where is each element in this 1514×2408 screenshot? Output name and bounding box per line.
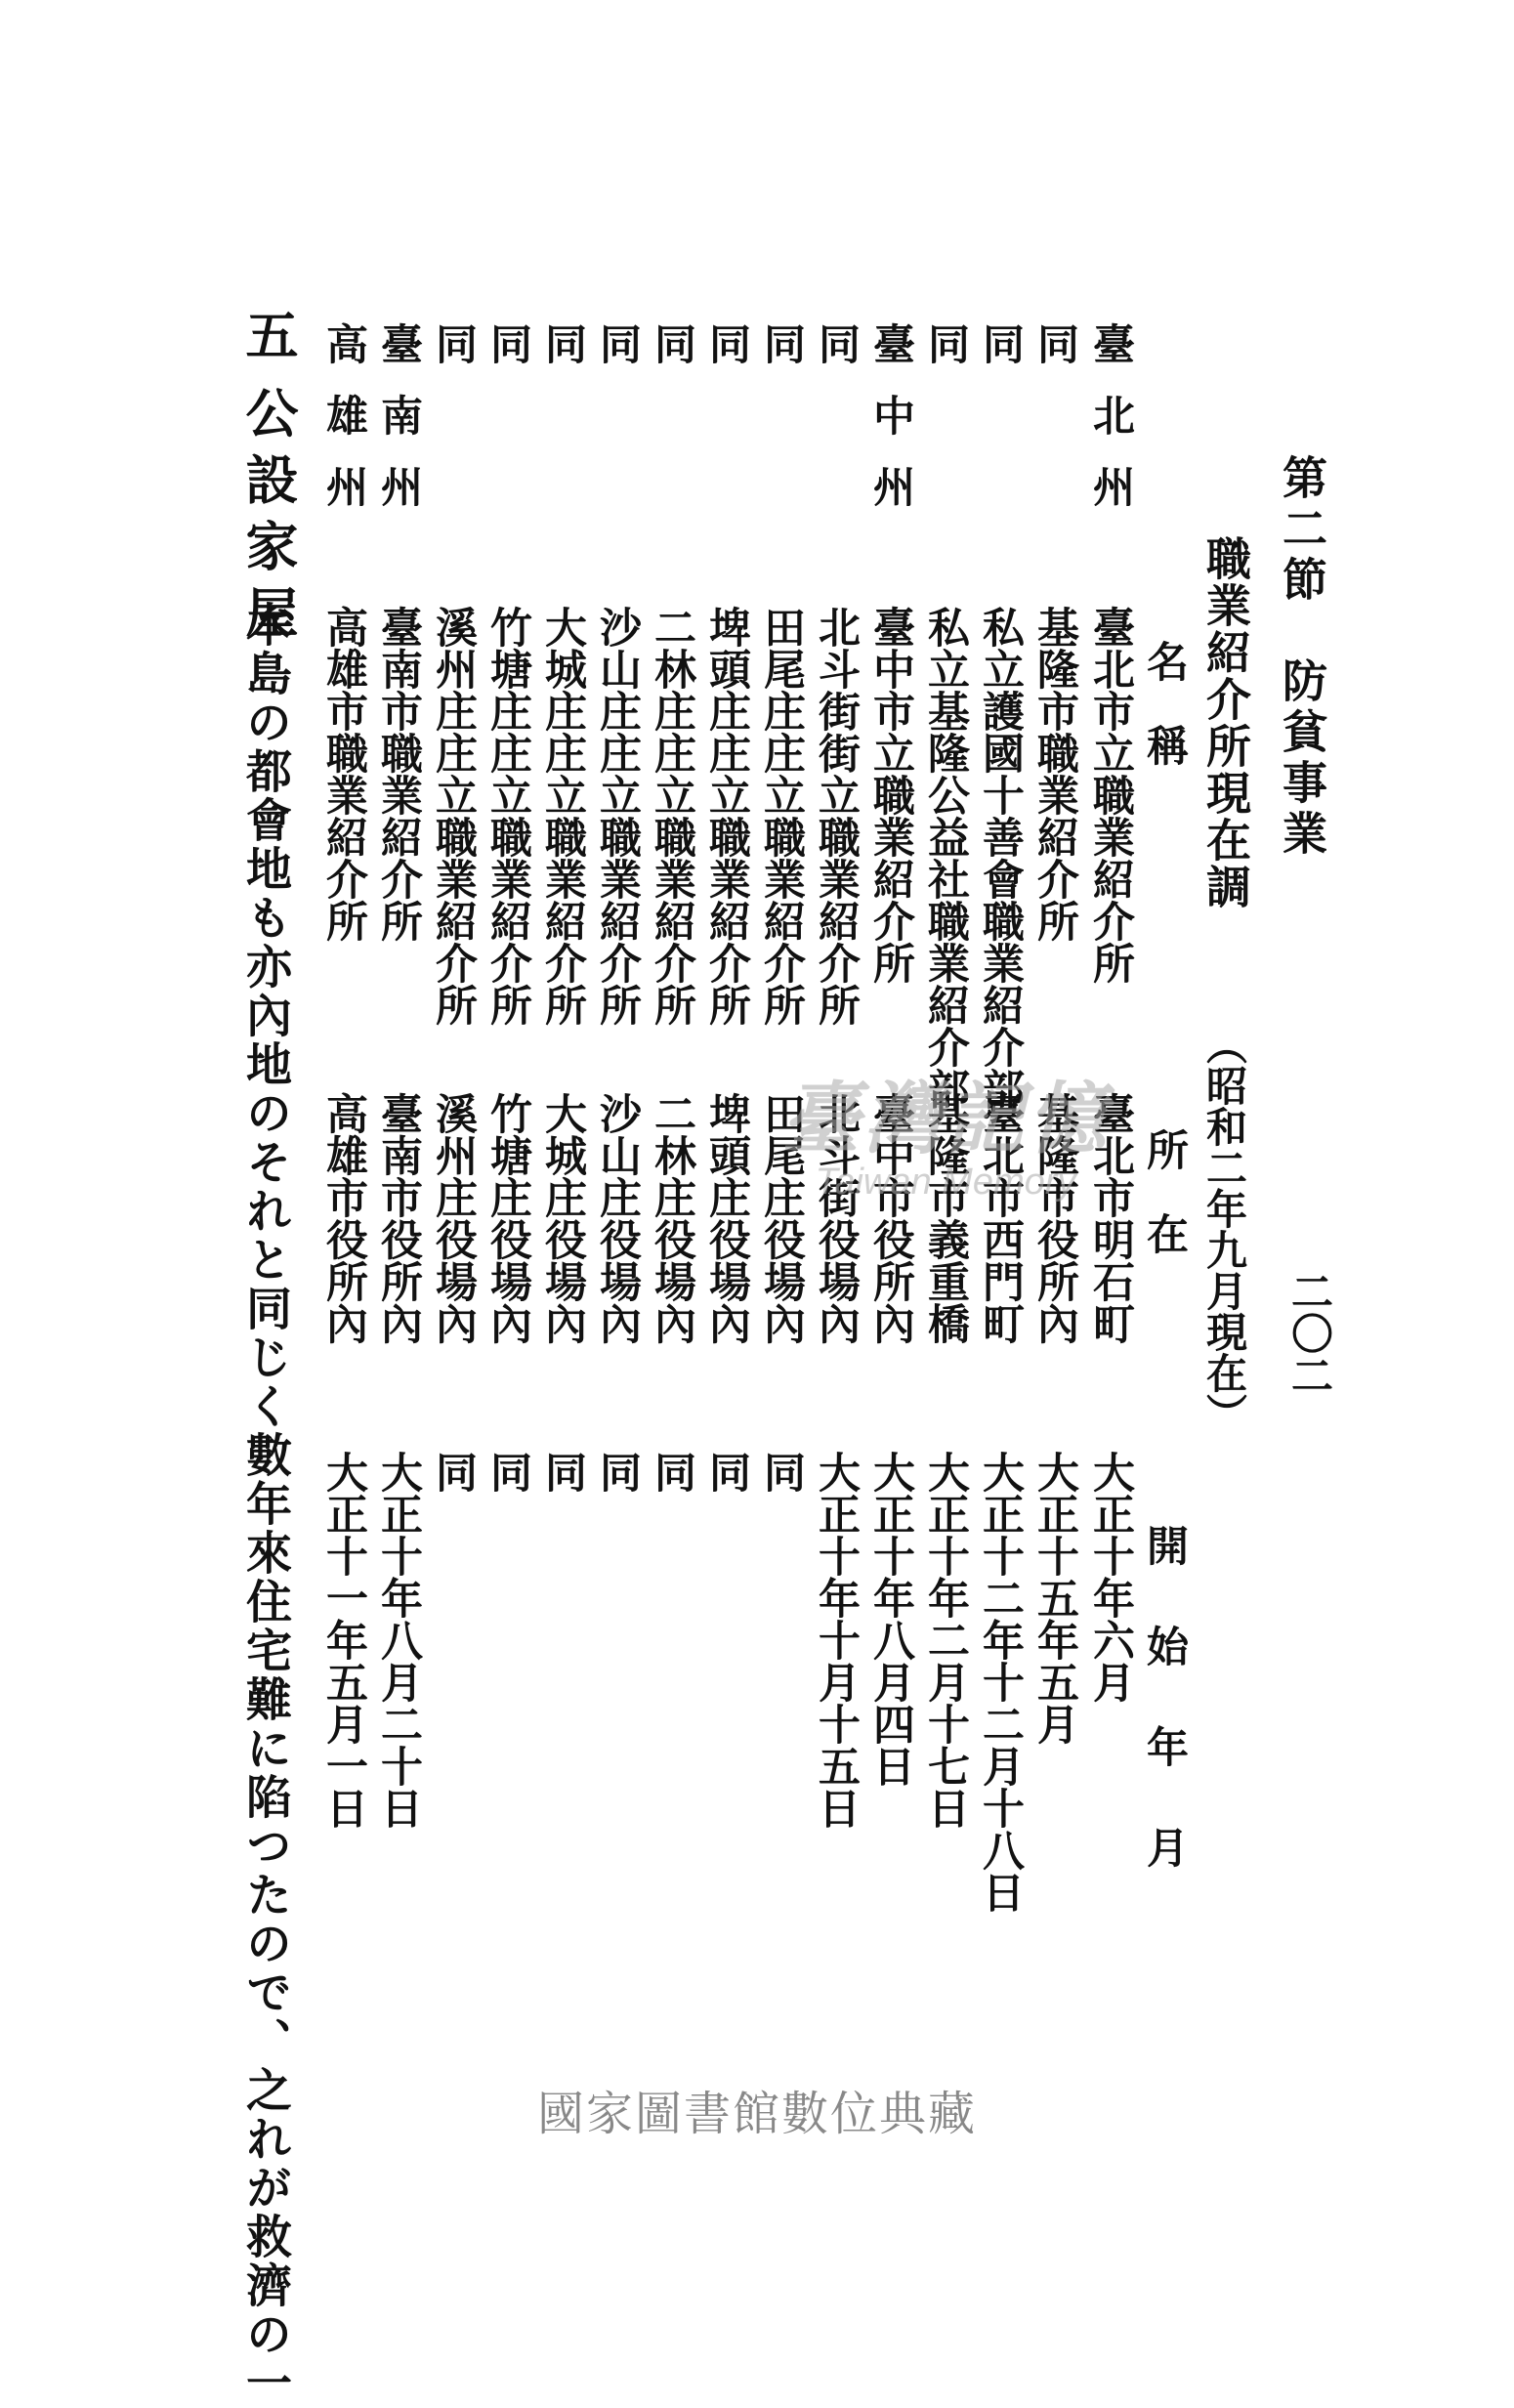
row-name: 高雄市職業紹介所 [319,606,368,942]
row-prefecture: 臺南州 [374,322,423,536]
page-number: 二〇二 [1284,1270,1333,1396]
row-start: 大正十年六月 [1086,1451,1135,1703]
table-date-note: （昭和二年九月現在） [1200,1024,1248,1434]
row-name: 大城庄庄立職業紹介所 [538,606,587,1026]
row-name: 北斗街街立職業紹介所 [812,606,861,1026]
row-location: 基隆市役所內 [1030,1092,1079,1344]
row-name: 溪州庄庄立職業紹介所 [429,606,478,1026]
watermark-sub: Taiwan Memory [815,1162,1076,1203]
row-prefecture: 同 [538,322,587,364]
table-title: 職業紹介所現在調 [1199,535,1252,910]
row-start: 同 [648,1451,696,1493]
row-start: 大正十年八月二十日 [374,1451,423,1829]
row-location: 臺北市西門町 [976,1092,1025,1344]
row-name: 基隆市職業紹介所 [1030,606,1079,942]
body-text: 本島の都會地も亦內地のそれと同じく數年來住宅難に陷つたので、之れが救濟の一 [238,601,292,2408]
row-location: 田尾庄役場內 [757,1092,806,1344]
row-name: 臺南市職業紹介所 [374,606,423,942]
footer-label: 國家圖書館數位典藏 [536,2087,977,2141]
row-name: 私立基隆公益社職業紹介部 [921,606,970,1110]
row-prefecture: 同 [921,322,970,364]
row-prefecture: 同 [702,322,751,364]
row-location: 臺北市明石町 [1086,1092,1135,1344]
row-location: 竹塘庄役場內 [484,1092,532,1344]
row-location: 溪州庄役場內 [429,1092,478,1344]
row-prefecture: 同 [1030,322,1079,364]
row-prefecture: 臺北州 [1086,322,1135,536]
row-location: 沙山庄役場內 [593,1092,642,1344]
section-number: 五 [237,308,300,374]
row-prefecture: 同 [976,322,1025,364]
row-name: 田尾庄庄立職業紹介所 [757,606,806,1026]
row-location: 高雄市役所內 [319,1092,368,1344]
row-prefecture: 同 [593,322,642,364]
row-name: 私立護國十善會職業紹介部 [976,606,1025,1110]
row-start: 大正十一年五月一日 [319,1451,368,1829]
col-header-start: 開 始 年 月 [1140,1524,1189,1873]
row-name: 竹塘庄庄立職業紹介所 [484,606,532,1026]
row-start: 大正十年十月十五日 [812,1451,861,1829]
row-prefecture: 臺中州 [866,322,915,536]
row-start: 大正十五年五月 [1030,1451,1079,1745]
row-location: 埤頭庄役場內 [702,1092,751,1344]
row-start: 大正十年二月十七日 [921,1451,970,1829]
row-name: 沙山庄庄立職業紹介所 [593,606,642,1026]
col-header-name: 名 稱 [1140,640,1189,766]
row-location: 臺南市役所內 [374,1092,423,1344]
row-start: 同 [429,1451,478,1493]
row-start: 同 [593,1451,642,1493]
row-prefecture: 高雄州 [319,322,368,536]
row-location: 大城庄役場內 [538,1092,587,1344]
row-start: 大正十年八月四日 [866,1451,915,1787]
row-start: 大正十二年十二月十八日 [976,1451,1025,1913]
row-prefecture: 同 [812,322,861,364]
row-name: 二林庄庄立職業紹介所 [648,606,696,1026]
row-location: 基隆市義重橋 [921,1092,970,1344]
row-name: 臺北市立職業紹介所 [1086,606,1135,984]
row-start: 同 [538,1451,587,1493]
col-header-location: 所 在 [1140,1128,1189,1254]
row-prefecture: 同 [484,322,532,364]
row-name: 臺中市立職業紹介所 [866,606,915,984]
watermark-main: 臺灣記憶 [781,1073,1110,1164]
row-start: 同 [702,1451,751,1493]
watermark [781,1073,1110,1204]
section-title: 第二節 防貧事業 [1276,454,1328,861]
row-name: 埤頭庄庄立職業紹介所 [702,606,751,1026]
row-location: 北斗街役場內 [812,1092,861,1344]
row-start: 同 [484,1451,532,1493]
row-prefecture: 同 [648,322,696,364]
section-heading: 公設家屋 [237,386,300,652]
row-prefecture: 同 [429,322,478,364]
row-location: 臺中市役所內 [866,1092,915,1344]
row-start: 同 [757,1451,806,1493]
row-location: 二林庄役場內 [648,1092,696,1344]
row-prefecture: 同 [757,322,806,364]
